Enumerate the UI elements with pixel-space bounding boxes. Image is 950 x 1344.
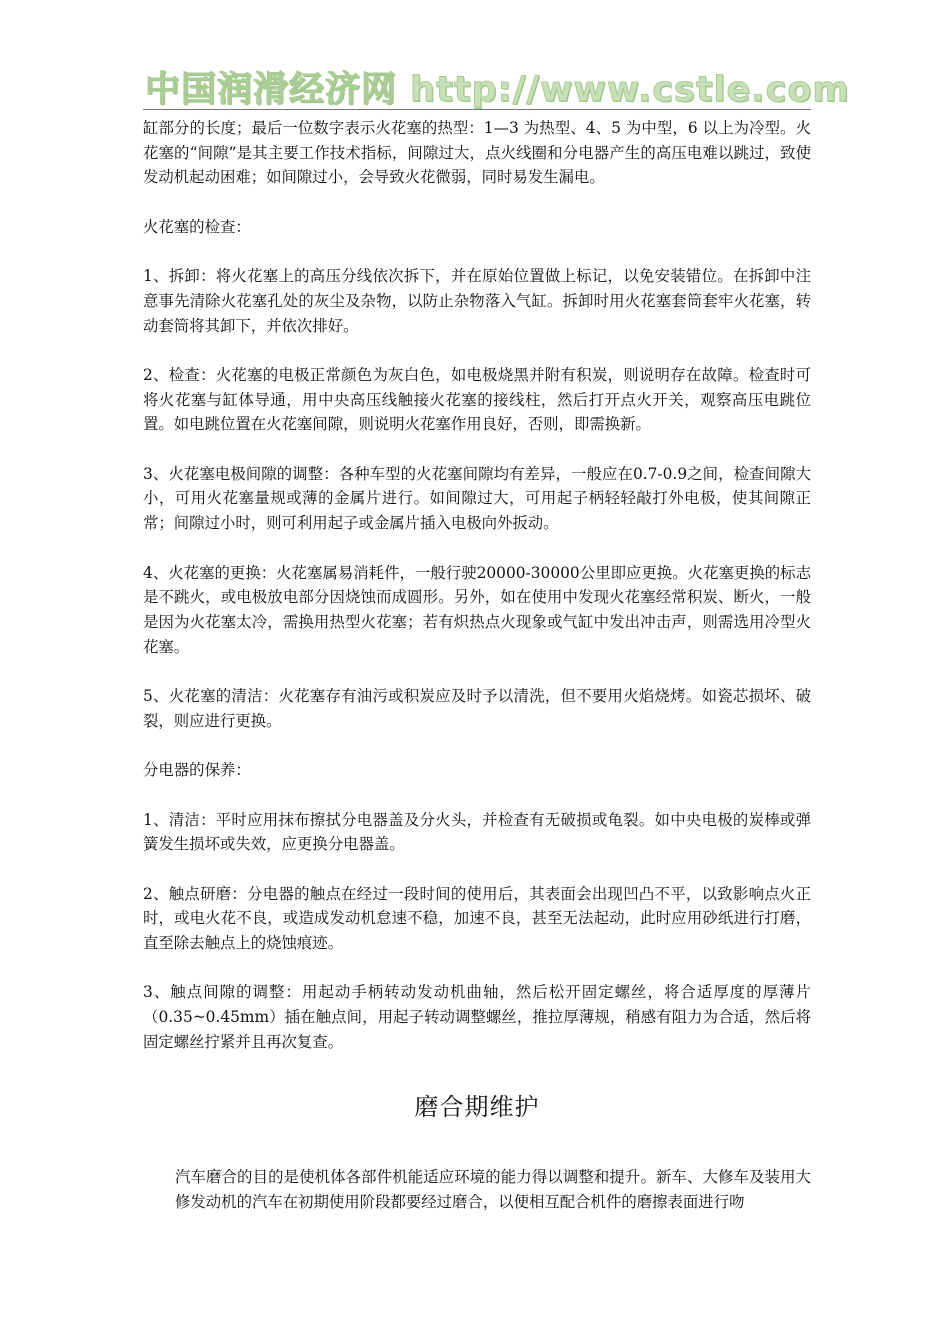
blank-line <box>143 733 811 758</box>
blank-line <box>143 1140 811 1165</box>
blank-line <box>143 659 811 684</box>
paragraph-dist-gap: 3、触点间隙的调整：用起动手柄转动发动机曲轴，然后松开固定螺丝，将合适厚度的厚薄片（0.35~0.45mm）插在触点间，用起子转动调整螺丝，推拉厚薄规，稍感有阻力为合适，然后将固定螺丝拧紧并且再次复查。 <box>143 983 811 1051</box>
section-title: 磨合期维护 <box>414 1093 540 1122</box>
blank-line <box>143 783 811 808</box>
paragraph-check: 2、检查：火花塞的电极正常颜色为灰白色，如电极烧黑并附有积炭，则说明存在故障。检查时可将火花塞与缸体导通，用中央高压线触接火花塞的接线柱，然后打开点火开关，观察高压电跳位置。如电跳位置在火花塞间隙，则说明火花塞作用良好，否则，即需换新。 <box>143 365 811 434</box>
paragraph-spark-type: 缸部分的长度；最后一位数字表示火花塞的热型：1—3 为热型、4、5 为中型，6 以上为冷型。火花塞的“间隙”是其主要工作技术指标，间隙过大，点火线圈和分电器产生的高压电难以跳过，致使发动机起动困难；如间隙过小，会导致火花微弱，同时易发生漏电。 <box>143 119 811 187</box>
paragraph-break-in: 汽车磨合的目的是使机体各部件机能适应环境的能力得以调整和提升。新车、大修车及装用大修发动机的汽车在初期使用阶段都要经过磨合，以便相互配合机件的磨擦表面进行吻 <box>175 1167 811 1211</box>
paragraph-clean: 5、火花塞的清洁：火花塞存有油污或积炭应及时予以清洗，但不要用火焰烧烤。如瓷芯损坏、破裂，则应进行更换。 <box>143 687 811 730</box>
blank-line <box>143 536 811 561</box>
heading-spark-check: 火花塞的检查： <box>143 217 251 236</box>
document-body <box>143 116 811 1214</box>
paragraph-dist-clean: 1、清洁：平时应用抹布擦拭分电器盖及分火头，并检查有无破损或龟裂。如中央电极的炭棒或弹簧发生损坏或失效，应更换分电器盖。 <box>143 810 811 854</box>
blank-line <box>143 956 811 981</box>
paragraph-remove: 1、拆卸：将火花塞上的高压分线依次拆下，并在原始位置做上标记，以免安装错位。在拆卸中注意事先清除火花塞孔处的灰尘及杂物，以防止杂物落入气缸。拆卸时用火花塞套筒套牢火花塞，转动套筒将其卸下，并依次排好。 <box>143 267 811 335</box>
paragraph-dist-grind: 2、触点研磨：分电器的触点在经过一段时间的使用后，其表面会出现凹凸不平，以致影响点火正时，或电火花不良，或造成发动机怠速不稳，加速不良，甚至无法起动，此时应用砂纸进行打磨，直至除去触点上的烧蚀痕迹。 <box>143 884 811 953</box>
banner-text: 中国润滑经济网 http://www.cstle.com <box>145 70 850 110</box>
paragraph-gap-adjust: 3、火花塞电极间隙的调整：各种车型的火花塞间隙均有差异，一般应在0.7-0.9之间，检查间隙大小，可用火花塞量规或薄的金属片进行。如间隙过大，可用起子柄轻轻敲打外电极，使其间隙正常；间隙过小时，则可利用起子或金属片插入电极向外扳动。 <box>143 464 811 533</box>
blank-line <box>143 1055 811 1080</box>
blank-line <box>143 240 811 265</box>
header-rule <box>143 109 811 110</box>
blank-line <box>143 437 811 462</box>
blank-line <box>143 338 811 363</box>
heading-distributor: 分电器的保养： <box>143 761 251 780</box>
blank-line <box>143 190 811 215</box>
paragraph-replace: 4、火花塞的更换：火花塞属易消耗件，一般行驶20000-30000公里即应更换。火花塞更换的标志是不跳火，或电极放电部分因烧蚀而成圆形。另外，如在使用中发现火花塞经常积炭、断火，一般是因为火花塞太冷，需换用热型火花塞；若有炽热点火现象或气缸中发出冲击声，则需选用冷型火花塞。 <box>143 563 811 656</box>
blank-line <box>143 857 811 882</box>
site-banner <box>145 62 850 110</box>
